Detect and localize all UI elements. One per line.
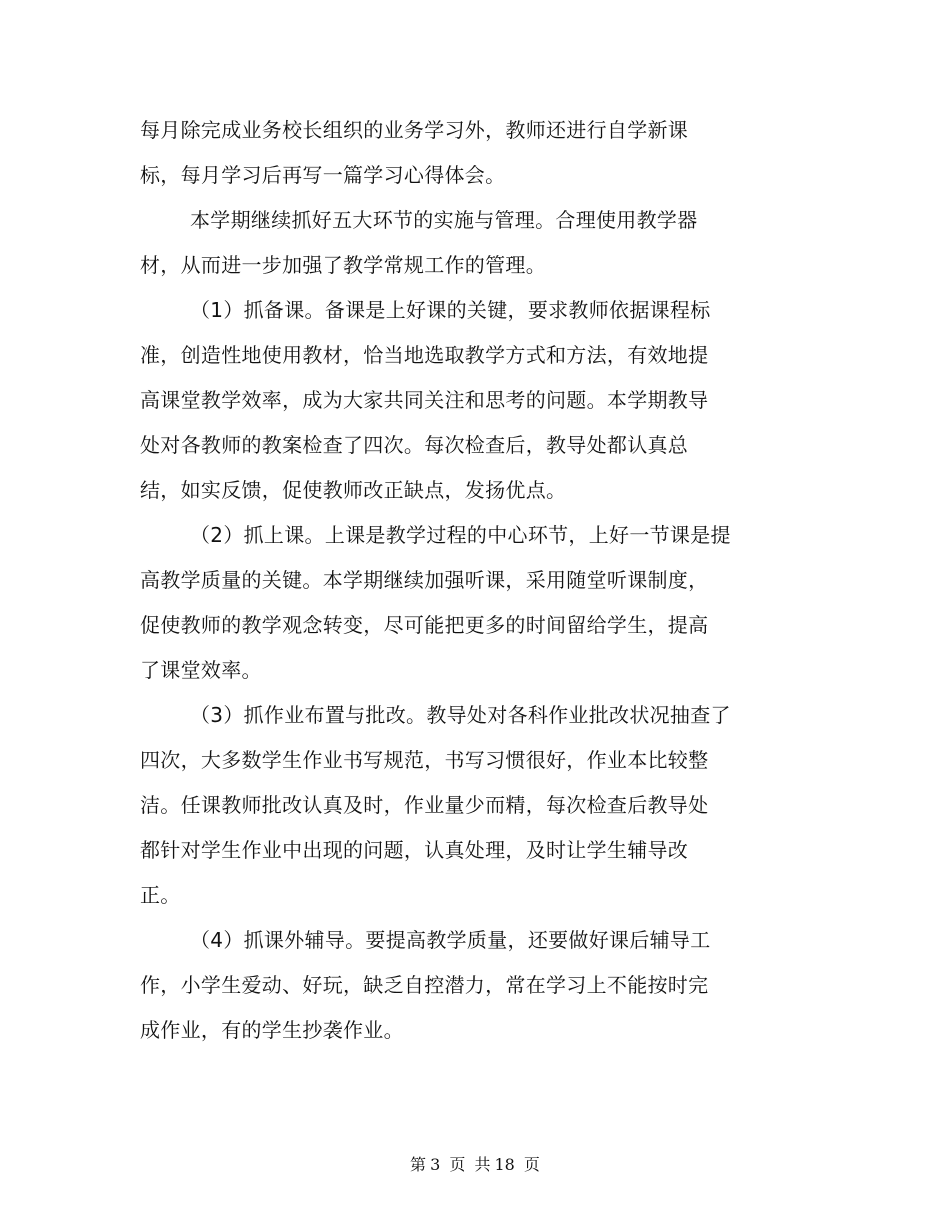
text-line: 每月除完成业务校长组织的业务学习外，教师还进行自学新课 [140,118,689,142]
text-line: 正。 [140,883,181,907]
paragraph [140,918,780,1053]
text-line: 本学期继续抓好五大环节的实施与管理。合理使用教学器 [190,208,698,232]
text-line: 标，每月学习后再写一篇学习心得体会。 [140,163,506,187]
paragraph [140,108,780,198]
paragraph [140,288,780,513]
footer-page-word: 页 [449,1155,466,1174]
text-line: 洁。任课教师批改认真及时，作业量少而精，每次检查后教导处 [140,793,709,817]
text-line: 高课堂教学效率，成为大家共同关注和思考的问题。本学期教导 [140,388,709,412]
paragraph [140,693,780,918]
text-line: 促使教师的教学观念转变，尽可能把更多的时间留给学生，提高 [140,613,709,637]
text-line: 高教学质量的关键。本学期继续加强听课，采用随堂听课制度， [140,568,709,592]
document-body [140,108,780,1053]
page-footer [0,1155,950,1175]
text-line: 都针对学生作业中出现的问题，认真处理，及时让学生辅导改 [140,838,689,862]
text-line: 材，从而进一步加强了教学常规工作的管理。 [140,253,546,277]
text-line: 了课堂效率。 [140,658,262,682]
text-line: 处对各教师的教案检查了四次。每次检查后，教导处都认真总 [140,433,689,457]
footer-total-word: 共 [474,1155,491,1174]
paragraph [140,513,780,693]
footer-suffix: 页 [523,1155,540,1174]
text-line: 作，小学生爱动、好玩，缺乏自控潜力，常在学习上不能按时完 [140,973,709,997]
footer-prefix: 第 [410,1155,427,1174]
text-line: （3）抓作业布置与批改。教导处对各科作业批改状况抽查了 [190,703,731,727]
text-line: 准，创造性地使用教材，恰当地选取教学方式和方法，有效地提 [140,343,709,367]
text-line: 成作业，有的学生抄袭作业。 [140,1018,404,1042]
text-line: （2）抓上课。上课是教学过程的中心环节，上好一节课是提 [190,523,731,547]
total-pages-number: 18 [494,1155,515,1174]
text-line: 四次，大多数学生作业书写规范，书写习惯很好，作业本比较整 [140,748,709,772]
text-line: （1）抓备课。备课是上好课的关键，要求教师依据课程标 [190,298,711,322]
paragraph [140,198,780,288]
text-line: 结，如实反馈，促使教师改正缺点，发扬优点。 [140,478,567,502]
text-line: （4）抓课外辅导。要提高教学质量，还要做好课后辅导工 [190,928,711,952]
current-page-number: 3 [430,1155,441,1174]
